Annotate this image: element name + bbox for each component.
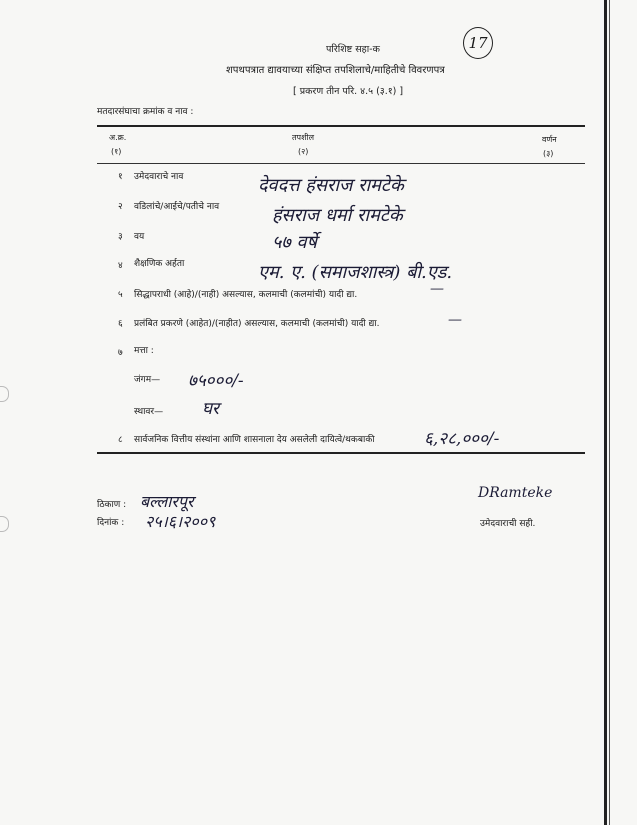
- signature-label: उमेदवाराची सही.: [480, 519, 536, 529]
- age-value: ५७ वर्षे: [272, 232, 317, 253]
- reference-line: [ प्रकरण तीन परि. ४.५ (३.१) ]: [293, 86, 404, 97]
- row-number: ६: [118, 319, 123, 329]
- date-value: २५।६।२००९: [145, 512, 216, 531]
- row-label-movable: जंगम—: [134, 375, 161, 385]
- row-number: १: [118, 172, 123, 182]
- row-label-immovable: स्थावर—: [134, 407, 164, 417]
- row-label-education: शैक्षणिक अर्हता: [134, 259, 185, 269]
- col1-header: अ.क्र.: [109, 133, 127, 142]
- row-label-assets: मत्ता :: [134, 346, 154, 356]
- movable-assets-value: ७५०००/-: [188, 371, 244, 391]
- binding-edge: [604, 0, 607, 825]
- pending-cases-value: —: [448, 312, 462, 328]
- convictions-value: —: [430, 281, 444, 297]
- liabilities-value: ६,२८,०००/-: [424, 429, 500, 449]
- row-number: ८: [118, 435, 123, 445]
- row-label-pending-cases: प्रलंबित प्रकरणे (आहेत)/(नाहीत) असल्यास, कलमाची (कलमांची) यादी द्या.: [134, 319, 380, 329]
- page-number-text: 17: [468, 34, 488, 52]
- table-top-rule: [97, 125, 585, 127]
- education-value: एम. ए. (समाजशास्त्र) बी.एड.: [258, 262, 453, 283]
- place-label: ठिकाण :: [97, 500, 127, 510]
- annex-title: परिशिष्ट सहा-क: [326, 44, 380, 55]
- col3-number: (३): [543, 149, 554, 158]
- row-label-age: वय: [134, 232, 145, 242]
- row-label-convictions: सिद्धापराधी (आहे)/(नाही) असल्यास, कलमाची (कलमांची) यादी द्या.: [134, 290, 358, 300]
- col2-number: (२): [298, 147, 309, 156]
- punch-hole: [0, 516, 9, 532]
- parent-name-value: हंसराज धर्मा रामटेके: [272, 205, 403, 226]
- row-number: ४: [118, 261, 123, 271]
- row-number: २: [118, 202, 123, 212]
- document-title: शपथपत्रात द्यावयाच्या संक्षिप्त तपशिलाचे/माहितीचे विवरणपत्र: [226, 65, 445, 76]
- col1-number: (१): [111, 147, 122, 156]
- row-number: ३: [118, 232, 123, 242]
- col2-header: तपशील: [292, 133, 315, 142]
- row-number: ५: [118, 290, 123, 300]
- row-number: ७: [118, 348, 123, 358]
- col3-header: वर्णन: [542, 135, 557, 144]
- candidate-name-value: देवदत्त हंसराज रामटेके: [258, 175, 404, 196]
- row-label-parent-name: वडिलांचे/आईचे/पतीचे नाव: [134, 202, 220, 212]
- immovable-assets-value: घर: [202, 399, 219, 419]
- punch-hole: [0, 386, 9, 402]
- place-value: बल्लारपूर: [140, 492, 194, 511]
- constituency-label: मतदारसंघाचा क्रमांक व नाव :: [97, 107, 194, 117]
- date-label: दिनांक :: [97, 518, 125, 528]
- row-label-candidate-name: उमेदवाराचे नाव: [134, 172, 184, 182]
- table-header-rule: [97, 163, 585, 164]
- table-bottom-rule: [97, 452, 585, 454]
- candidate-signature: DRamteke: [478, 485, 553, 501]
- row-label-liabilities: सार्वजनिक वित्तीय संस्थांना आणि शासनाला देय असलेली दायित्वे/थकबाकी: [134, 435, 375, 445]
- binding-edge-shadow: [609, 0, 610, 825]
- page-number: [463, 27, 493, 59]
